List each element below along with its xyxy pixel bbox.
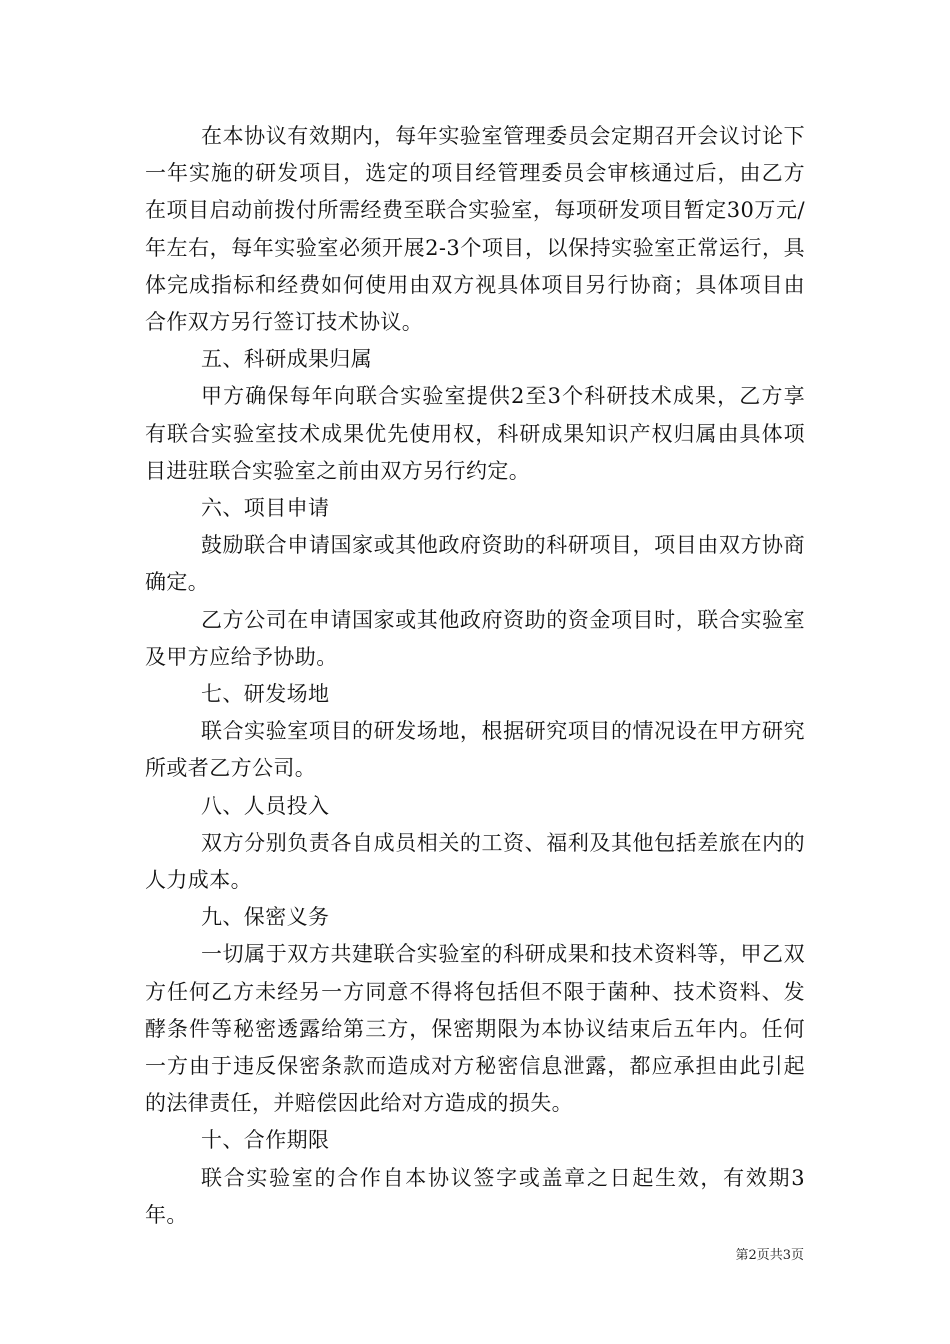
section-heading-term: 十、合作期限 bbox=[201, 1128, 330, 1153]
page-number: 第2页共3页 bbox=[735, 1248, 804, 1263]
section-heading-application: 六、项目申请 bbox=[201, 496, 330, 521]
section-heading-personnel: 八、人员投入 bbox=[201, 793, 330, 818]
document-body bbox=[145, 118, 805, 1234]
section-heading-site: 七、研发场地 bbox=[201, 682, 330, 707]
section-heading-results: 五、科研成果归属 bbox=[201, 347, 373, 372]
paragraph-results: 甲方确保每年向联合实验室提供2至3个科研技术成果，乙方享有联合实验室技术成果优先使用权，科研成果知识产权归属由具体项目进驻联合实验室之前由双方另行约定。 bbox=[145, 384, 805, 483]
paragraph-funding: 在本协议有效期内，每年实验室管理委员会定期召开会议讨论下一年实施的研发项目，选定的项目经管理委员会审核通过后，由乙方在项目启动前拨付所需经费至联合实验室，每项研发项目暂定30万元/年左右，每年实验室必须开展2-3个项目，以保持实验室正常运行，具体完成指标和经费如何使用由双方视具体项目另行协商；具体项目由合作双方另行签订技术协议。 bbox=[145, 124, 805, 335]
paragraph-personnel: 双方分别负责各自成员相关的工资、福利及其他包括差旅在内的人力成本。 bbox=[145, 830, 805, 893]
paragraph-term: 联合实验室的合作自本协议签字或盖章之日起生效，有效期3年。 bbox=[145, 1165, 805, 1227]
paragraph-confidentiality: 一切属于双方共建联合实验室的科研成果和技术资料等，甲乙双方任何乙方未经另一方同意不得将包括但不限于菌种、技术资料、发酵条件等秘密透露给第三方，保密期限为本协议结束后五年内。任何一方由于违反保密条款而造成对方秘密信息泄露，都应承担由此引起的法律责任，并赔偿因此给对方造成的损失。 bbox=[145, 942, 805, 1116]
paragraph-application-2: 乙方公司在申请国家或其他政府资助的资金项目时，联合实验室及甲方应给予协助。 bbox=[145, 607, 805, 669]
paragraph-site: 联合实验室项目的研发场地，根据研究项目的情况设在甲方研究所或者乙方公司。 bbox=[145, 719, 805, 781]
paragraph-application-1: 鼓励联合申请国家或其他政府资助的科研项目，项目由双方协商确定。 bbox=[145, 533, 805, 595]
section-heading-confidentiality: 九、保密义务 bbox=[201, 905, 330, 930]
